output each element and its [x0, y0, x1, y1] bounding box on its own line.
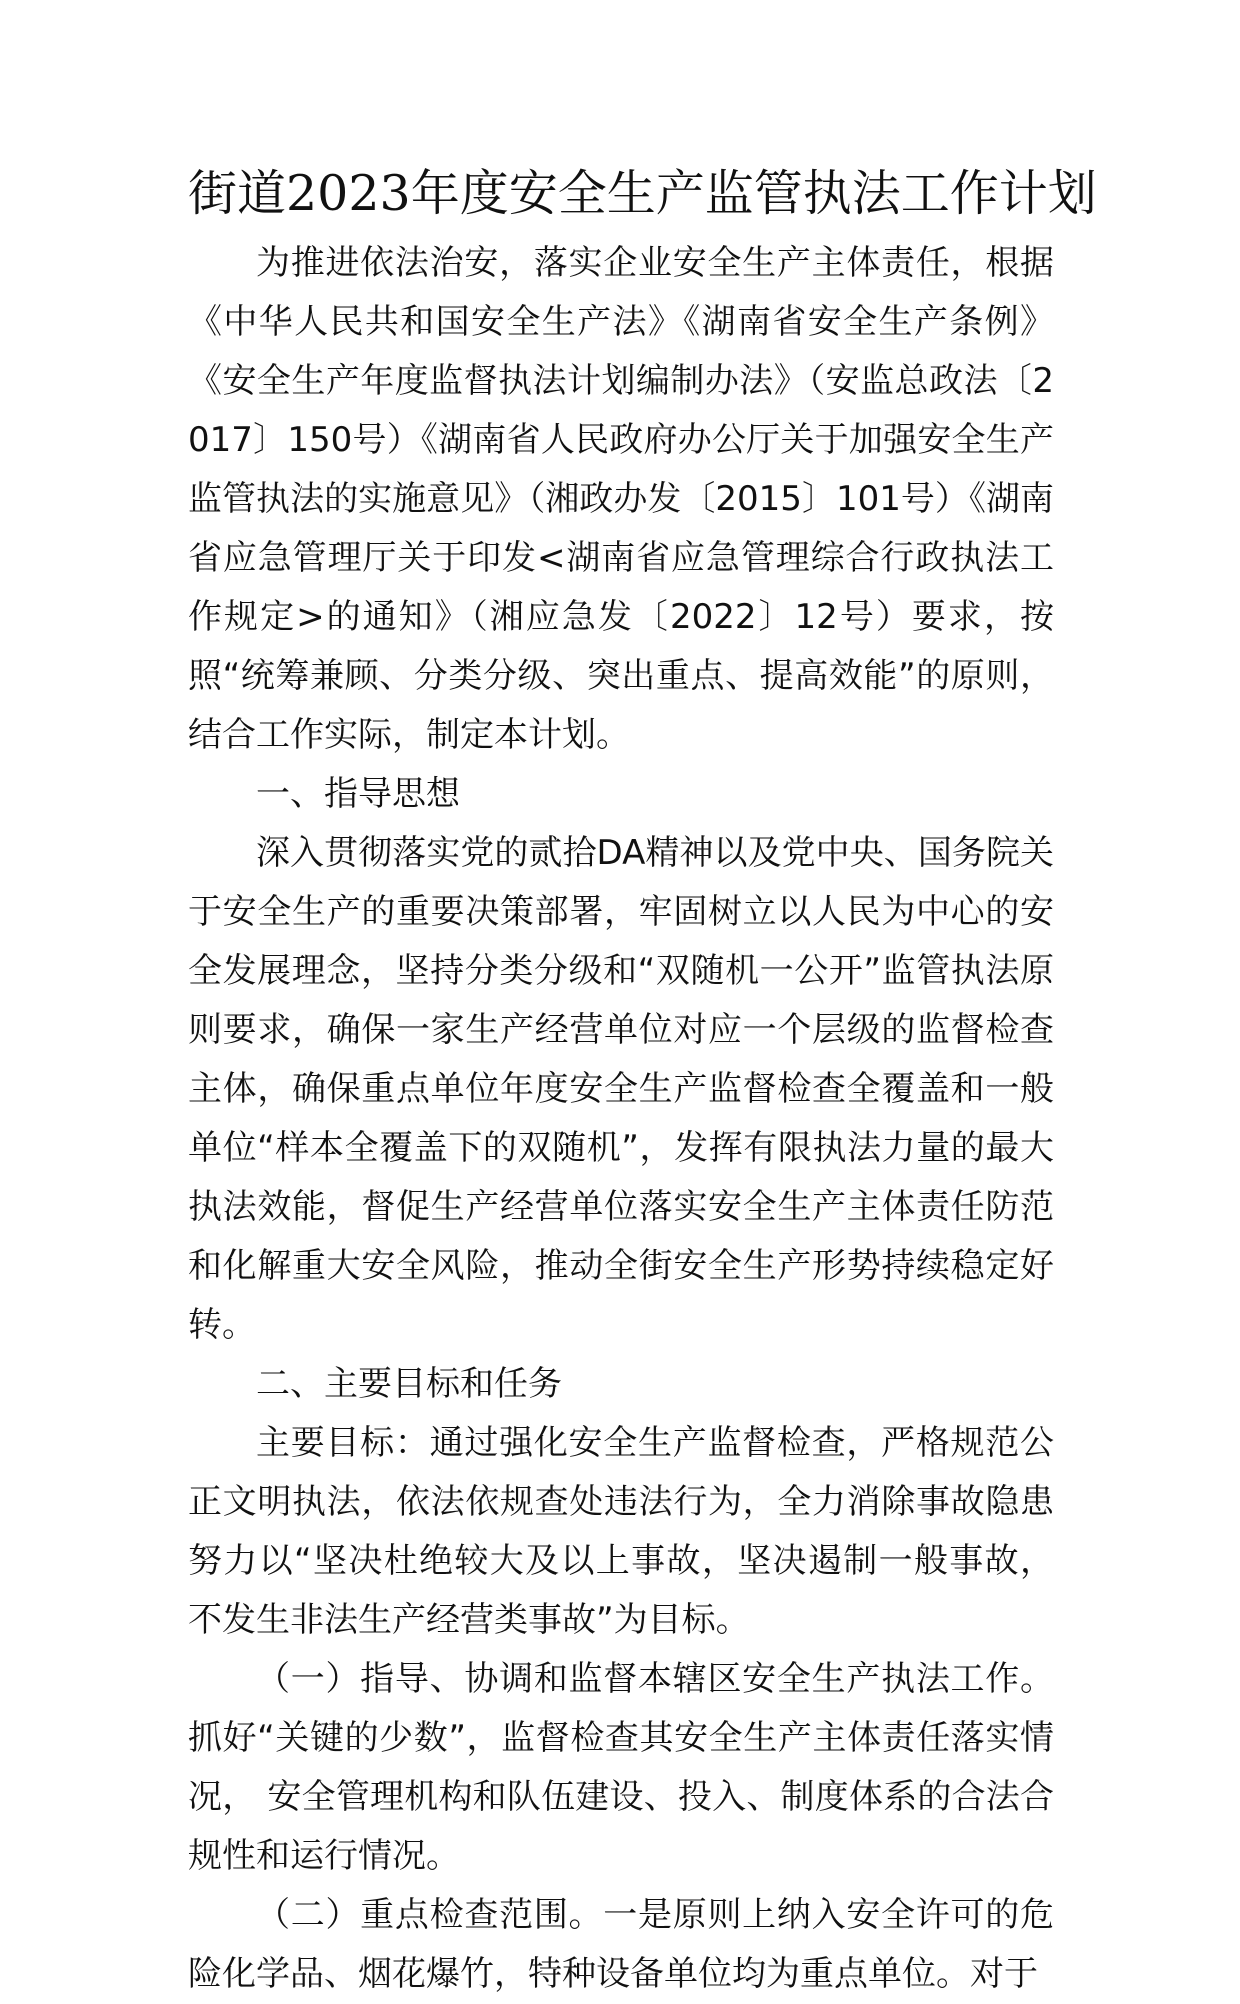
section-heading-goals-tasks: 二、主要目标和任务 — [256, 1364, 562, 1404]
document-title: 街道2023年度安全生产监管执法工作计划 — [188, 165, 1097, 222]
document-body — [188, 234, 1054, 2004]
intro-paragraph: 为推进依法治安，落实企业安全生产主体责任，根据《中华人民共和国安全生产法》《湖南省安全生产条例》《安全生产年度监督执法计划编制办法》（安监总政法〔2017〕150号）《湖南省人民政府办公厅关于加强安全生产监管执法的实施意见》（湘政办发〔2015〕101号）《湖南省应急管理厅关于印发<湖南省应急管理综合行政执法工作规定>的通知》（湘应急发〔2022〕12号）要求，按照“统筹兼顾、分类分级、突出重点、提高效能”的原则，结合工作实际，制定本计划。 — [188, 243, 1054, 755]
section-heading-guiding-ideology: 一、指导思想 — [256, 774, 460, 814]
guiding-ideology-paragraph: 深入贯彻落实党的贰拾DA精神以及党中央、国务院关于安全生产的重要决策部署，牢固树立以人民为中心的安全发展理念，坚持分类分级和“双随机一公开”监管执法原则要求，确保一家生产经营单位对应一个层级的监督检查主体，确保重点单位年度安全生产监督检查全覆盖和一般单位“样本全覆盖下的双随机”，发挥有限执法力量的最大执法效能，督促生产经营单位落实安全生产主体责任防范和化解重大安全风险，推动全街安全生产形势持续稳定好转。 — [188, 833, 1054, 1345]
document-page — [188, 160, 1097, 2004]
main-goal-paragraph: 主要目标：通过强化安全生产监督检查，严格规范公正文明执法，依法依规查处违法行为，全力消除事故隐患努力以“坚决杜绝较大及以上事故，坚决遏制一般事故，不发生非法生产经营类事故”为目标。 — [188, 1423, 1054, 1640]
task-one-paragraph: （一）指导、协调和监督本辖区安全生产执法工作。抓好“关键的少数”，监督检查其安全生产主体责任落实情况， 安全管理机构和队伍建设、投入、制度体系的合法合规性和运行情况。 — [188, 1659, 1054, 1876]
task-two-paragraph: （二）重点检查范围。一是原则上纳入安全许可的危险化学品、烟花爆竹，特种设备单位均为重点单位。对于 — [188, 1895, 1054, 1994]
